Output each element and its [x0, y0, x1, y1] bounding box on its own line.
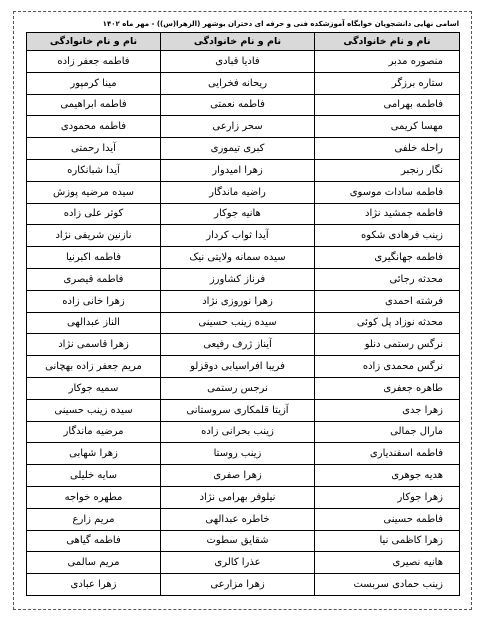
student-name-cell: زینب بحرانی زاده	[161, 421, 315, 443]
table-row	[27, 290, 460, 312]
student-name-cell: زهرا صفری	[161, 465, 315, 487]
student-name-cell: فاطمه جهانگیری	[315, 247, 460, 269]
student-name-cell: زهرا مزارعی	[161, 574, 315, 596]
table-header-row	[27, 33, 460, 51]
column-header: نام و نام خانوادگی	[27, 33, 161, 51]
student-name-cell: سیده مرضیه پوزش	[27, 181, 161, 203]
table-row	[27, 574, 460, 596]
student-name-cell: سیده سمانه ولایتی نیک	[161, 247, 315, 269]
student-name-cell: شقایق سطوت	[161, 530, 315, 552]
student-name-cell: زهرا عبادی	[27, 574, 161, 596]
table-row	[27, 159, 460, 181]
table-row	[27, 486, 460, 508]
student-name-cell: مریم سالمی	[27, 552, 161, 574]
student-name-cell: مارال جمالی	[315, 421, 460, 443]
student-name-cell: فاطمه اکبرنیا	[27, 247, 161, 269]
table-body	[27, 51, 460, 596]
student-name-cell: منصوره مدبر	[315, 51, 460, 73]
student-name-cell: سحر زارعی	[161, 116, 315, 138]
table-row	[27, 181, 460, 203]
document-title: اسامی نهایی دانشجویان خوابگاه آموزشکده فنی و حرفه ای دختران بوشهر (الزهرا(س)) - مهر ماه ۱۴۰۲	[102, 20, 459, 28]
student-name-cell: فاطمه قیصری	[27, 268, 161, 290]
student-name-cell: مطهره خواجه	[27, 486, 161, 508]
table-row	[27, 51, 460, 73]
student-name-cell: سایه خلیلی	[27, 465, 161, 487]
student-name-cell: مریم زارع	[27, 508, 161, 530]
table-row	[27, 334, 460, 356]
student-name-cell: فاطمه ابراهیمی	[27, 94, 161, 116]
student-name-cell: زینب حمادی سربست	[315, 574, 460, 596]
table-row	[27, 225, 460, 247]
student-name-cell: فرناز کشاورز	[161, 268, 315, 290]
student-name-cell: زهرا کاظمی نیا	[315, 530, 460, 552]
student-name-cell: فاطمه جمشید نژاد	[315, 203, 460, 225]
student-name-cell: هانیه جوکار	[161, 203, 315, 225]
table-row	[27, 312, 460, 334]
student-name-cell: نرگس رستمی دنلو	[315, 334, 460, 356]
student-name-cell: فاطمه بهرامی	[315, 94, 460, 116]
student-name-cell: زینب فرهادی شکوه	[315, 225, 460, 247]
student-name-cell: نازنین شریفی نژاد	[27, 225, 161, 247]
student-name-cell: مهسا کریمی	[315, 116, 460, 138]
student-name-cell: زینب روستا	[161, 443, 315, 465]
table-row	[27, 138, 460, 160]
table-row	[27, 268, 460, 290]
student-name-cell: زهرا نوروزی نژاد	[161, 290, 315, 312]
student-name-cell: زهرا خانی زاده	[27, 290, 161, 312]
student-name-cell: محدثه نوزاد پل کوئی	[315, 312, 460, 334]
student-name-cell: راحله خلفی	[315, 138, 460, 160]
student-name-cell: نگار رنجبر	[315, 159, 460, 181]
student-name-cell: خاطره عبدالهی	[161, 508, 315, 530]
column-header: نام و نام خانوادگی	[161, 33, 315, 51]
student-name-cell: زهرا شهابی	[27, 443, 161, 465]
student-name-cell: آیدا رحمتی	[27, 138, 161, 160]
student-name-cell: نرجس رستمی	[161, 377, 315, 399]
student-name-cell: راضیه ماندگار	[161, 181, 315, 203]
student-name-cell: کبری تیموری	[161, 138, 315, 160]
student-name-cell: فاطمه گیاهی	[27, 530, 161, 552]
student-name-cell: ریحانه فخرایی	[161, 72, 315, 94]
student-name-cell: زهرا امیدوار	[161, 159, 315, 181]
student-name-cell: نرگس محمدی زاده	[315, 356, 460, 378]
table-row	[27, 421, 460, 443]
table-row	[27, 94, 460, 116]
student-name-cell: آیناز ژرف رفیعی	[161, 334, 315, 356]
table-row	[27, 247, 460, 269]
table-row	[27, 399, 460, 421]
student-name-cell: طاهره جعفری	[315, 377, 460, 399]
student-name-cell: آیدا شبانکاره	[27, 159, 161, 181]
table-row	[27, 530, 460, 552]
table-row	[27, 443, 460, 465]
student-name-cell: فاطمه سادات موسوی	[315, 181, 460, 203]
student-name-cell: محدثه رجائی	[315, 268, 460, 290]
student-name-cell: آزیتا قلمکاری سروستانی	[161, 399, 315, 421]
table-row	[27, 72, 460, 94]
table-row	[27, 356, 460, 378]
student-name-cell: مریم جعفر زاده بهچانی	[27, 356, 161, 378]
student-name-cell: فرشته احمدی	[315, 290, 460, 312]
student-name-cell: زهرا جدی	[315, 399, 460, 421]
student-name-cell: زهرا جوکار	[315, 486, 460, 508]
table-row	[27, 116, 460, 138]
student-name-cell: مرضیه ماندگار	[27, 421, 161, 443]
student-name-cell: مینا کرمپور	[27, 72, 161, 94]
table-row	[27, 552, 460, 574]
table-row	[27, 465, 460, 487]
student-name-cell: سیده زینب حسینی	[161, 312, 315, 334]
student-name-cell: فاطمه حسینی	[315, 508, 460, 530]
student-name-cell: سیده زینب حسینی	[27, 399, 161, 421]
table-row	[27, 203, 460, 225]
student-name-cell: سمیه جوکار	[27, 377, 161, 399]
student-name-cell: نیلوفر بهرامی نژاد	[161, 486, 315, 508]
student-name-cell: فاطمه نعمتی	[161, 94, 315, 116]
student-name-cell: زهرا قاسمی نژاد	[27, 334, 161, 356]
student-name-cell: هانیه نصیری	[315, 552, 460, 574]
student-name-cell: ستاره برزگر	[315, 72, 460, 94]
student-name-cell: کوثر علی زاده	[27, 203, 161, 225]
student-name-cell: آیدا ثواب کردار	[161, 225, 315, 247]
column-header: نام و نام خانوادگی	[315, 33, 460, 51]
student-name-cell: فادیا قبادی	[161, 51, 315, 73]
student-name-cell: فاطمه جعفر زاده	[27, 51, 161, 73]
student-name-cell: هدیه جوهری	[315, 465, 460, 487]
table-row	[27, 508, 460, 530]
student-name-cell: فاطمه اسفندیاری	[315, 443, 460, 465]
student-roster-table	[26, 32, 460, 596]
student-name-cell: فریبا افراسیابی دوقزلو	[161, 356, 315, 378]
student-name-cell: فاطمه محمودی	[27, 116, 161, 138]
student-name-cell: عذرا کالری	[161, 552, 315, 574]
table-row	[27, 377, 460, 399]
student-name-cell: الناز عبدالهی	[27, 312, 161, 334]
